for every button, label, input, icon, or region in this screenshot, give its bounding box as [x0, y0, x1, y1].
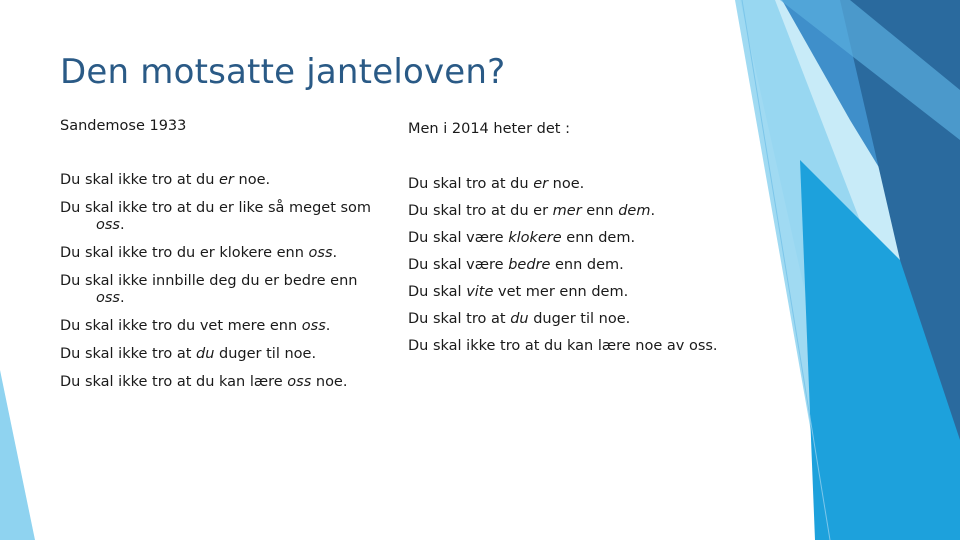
right-facet-upper — [780, 0, 960, 140]
statement-segment: Du skal ikke tro du vet mere enn — [60, 318, 302, 334]
right-column-lines — [408, 176, 718, 355]
statement-segment: . — [650, 203, 656, 219]
right-column — [408, 118, 718, 365]
right-statement — [408, 338, 718, 355]
slide-title: Den motsatte janteloven? — [60, 52, 506, 92]
statement-segment: Du skal ikke tro at du er like så meget som — [60, 200, 372, 216]
right-facet-mid — [782, 0, 960, 300]
left-statement — [60, 273, 390, 307]
statement-segment: dem — [618, 203, 651, 219]
statement-segment: . — [119, 290, 125, 306]
statement-segment: Du skal ikke tro at du — [60, 172, 220, 188]
left-statement — [60, 318, 390, 335]
left-statement — [60, 245, 390, 262]
statement-segment: duger til noe. — [214, 346, 317, 362]
right-facet-line — [742, 0, 830, 540]
statement-segment: . — [332, 245, 338, 261]
right-facet-pale — [740, 0, 960, 540]
statement-segment: mer — [552, 203, 582, 219]
statement-segment: oss — [96, 290, 120, 306]
statement-segment: vite — [466, 284, 494, 300]
statement-segment: Du skal — [408, 284, 467, 300]
statement-segment: duger til noe. — [528, 311, 631, 327]
statement-segment: du — [196, 346, 215, 362]
left-statement — [60, 200, 390, 234]
statement-segment: enn — [581, 203, 619, 219]
statement-segment: oss — [308, 245, 333, 261]
statement-segment: er — [533, 176, 549, 192]
statement-segment: noe. — [311, 374, 348, 390]
statement-segment: Du skal være — [408, 257, 509, 273]
statement-segment: oss — [287, 374, 312, 390]
statement-segment: . — [325, 318, 331, 334]
right-statement — [408, 257, 718, 274]
right-statement — [408, 203, 718, 220]
statement-segment: er — [219, 172, 234, 188]
right-statement — [408, 176, 718, 193]
right-statement — [408, 311, 718, 328]
statement-segment: Du skal ikke tro at — [60, 346, 197, 362]
statement-segment: Du skal tro at du — [408, 176, 534, 192]
statement-segment: oss — [96, 217, 120, 233]
right-facet-bright — [800, 160, 960, 540]
statement-segment: oss — [301, 318, 326, 334]
statement-segment: Du skal ikke tro at du kan lære — [60, 374, 288, 390]
left-statement — [60, 374, 390, 391]
statement-segment: vet mer enn dem. — [493, 284, 629, 300]
statement-segment: Du skal tro at du er — [408, 203, 553, 219]
left-column-header: Sandemose 1933 — [60, 118, 187, 134]
right-facet-dark — [840, 0, 960, 440]
right-column-header: Men i 2014 heter det : — [408, 121, 570, 137]
right-statement — [408, 284, 718, 301]
statement-segment: Du skal ikke tro du er klokere enn — [60, 245, 309, 261]
statement-segment: enn dem. — [561, 230, 636, 246]
statement-segment: bedre — [508, 257, 551, 273]
left-statement — [60, 346, 390, 363]
right-facet-light — [735, 0, 960, 540]
statement-segment: . — [119, 217, 125, 233]
statement-segment: klokere — [508, 230, 562, 246]
left-statement — [60, 172, 390, 189]
statement-segment: enn dem. — [550, 257, 624, 273]
left-column — [60, 118, 390, 402]
statement-segment: Du skal være — [408, 230, 509, 246]
statement-segment: Du skal ikke tro at du kan lære noe av oss. — [408, 338, 718, 354]
statement-segment: noe. — [548, 176, 585, 192]
left-column-lines — [60, 172, 390, 391]
statement-segment: du — [510, 311, 529, 327]
statement-segment: Du skal tro at — [408, 311, 511, 327]
right-statement — [408, 230, 718, 247]
statement-segment: noe. — [233, 172, 271, 188]
left-accent-strip — [0, 370, 35, 540]
statement-segment: Du skal ikke innbille deg du er bedre enn — [60, 273, 358, 289]
